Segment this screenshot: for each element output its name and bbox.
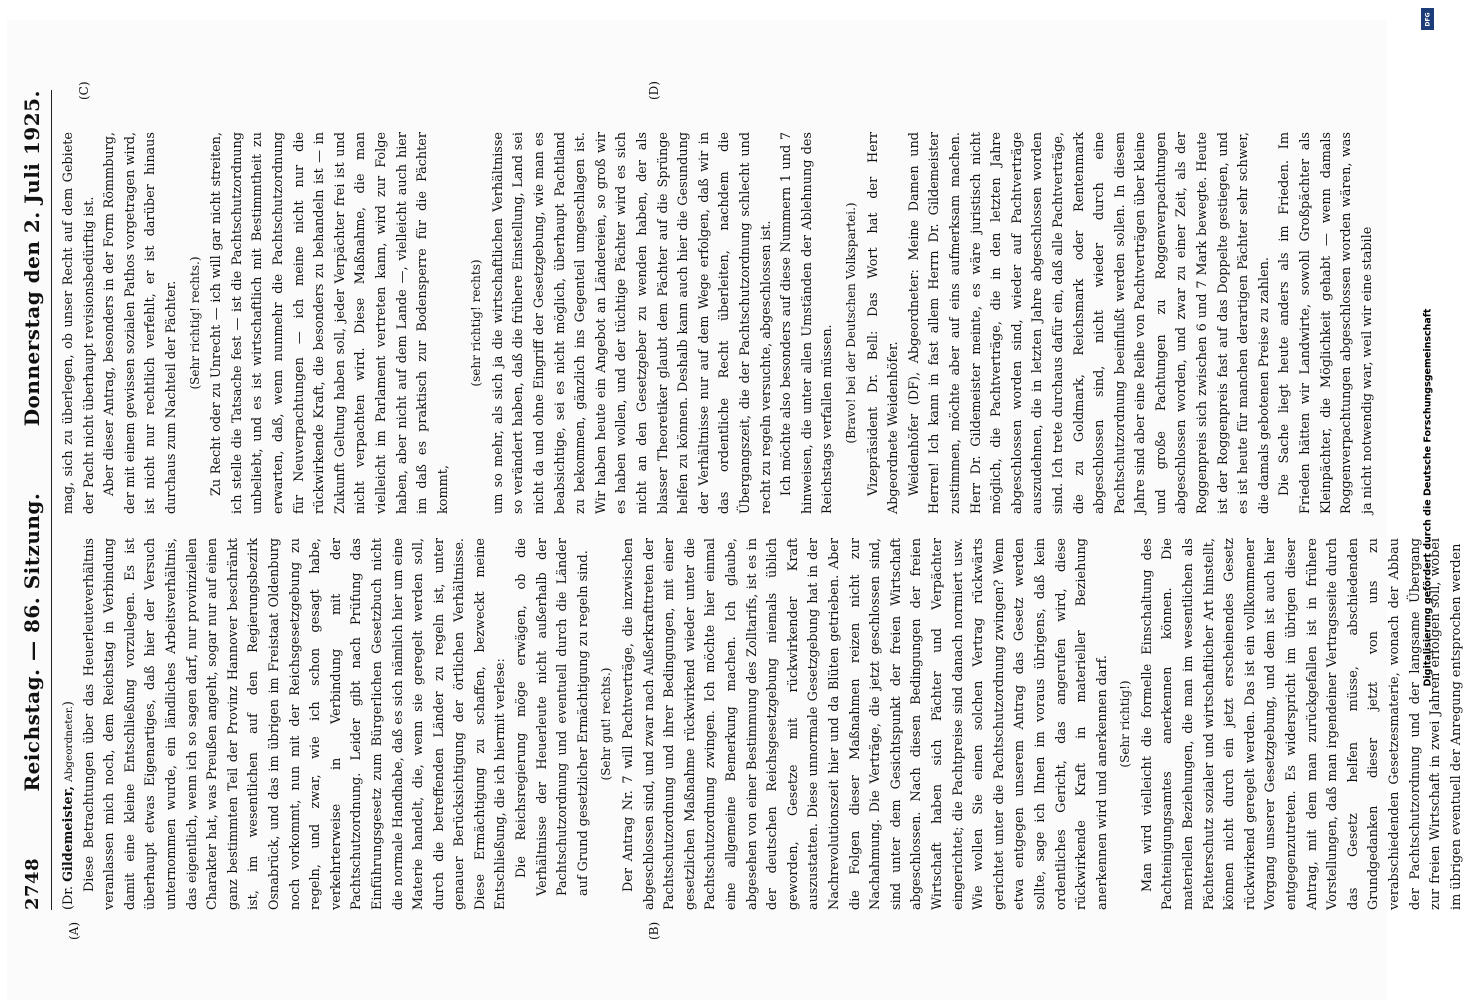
margin-mark-d: (D) (647, 81, 661, 100)
reaction: (Sehr richtig!) (1118, 680, 1133, 768)
speaker-name: Gildemeister, (61, 786, 76, 882)
reaction: (Bravo! bei der Deutschen Volkspartei.) (843, 202, 858, 444)
section-gap (454, 132, 464, 514)
resolution-quote: Die Reichsregierung möge erwägen, ob die Verhältnisse der Heuerleute nicht außerhalb der Pachtschutzordnung und eventuell durch die Länder auf Grund gesetzlicher Ermächtigung zu regeln sind. (514, 538, 591, 896)
paragraph: mag, sich zu überlegen, ob unser Recht auf dem Gebiete der Pacht nicht überhaupt revisionsbedürftig ist. (61, 132, 97, 514)
reaction: (Sehr richtig! rechts.) (187, 256, 202, 390)
digitization-credit-sidebar (1420, 8, 1436, 992)
paragraph: Weidenhöfer (DF), Abgeordneter: Meine Damen und Herren! Ich kann in fast allem Herrn Dr. Gildemeister zustimmen, möchte aber auf eins aufmerksam machen. Herr Dr. Gildemeister meinte, es wäre juristisch nicht möglich, die Pachtverträge, die in den letzten Jahre abgeschlossen worden sind, wieder auf Pachtverträge auszudehnen, die in letzten Jahre abgeschlossen worden sind. Ich trete durchaus dafür ein, daß alle Pachtverträge, die zu Goldmark, Reichsmark oder Rentenmark abgeschlossen sind, nicht wieder durch eine Pachtschutzordnung beeinflußt werden sollen. In diesem Jahre sind aber eine Reihe von Pachtverträgen über kleine und große Pachtungen zu Roggenverpachtungen abgeschlossen worden, und zwar zu einer Zeit, als der Roggenpreis sich zwischen 6 und 7 Mark bewegte. Heute ist der Roggenpreis fast auf das Doppelte gestiegen, und es ist heute für manchen derartigen Pächter sehr schwer, die damals gebotenen Preise zu zahlen. (906, 132, 1272, 514)
speaker-role: Abgeordneter. (63, 706, 75, 782)
paragraph: Man wird vielleicht die formelle Einschaltung des Pachteinigungsamtes anerkennen können. Die materiellen Beziehungen, die man im wesentlichen als Pächterschutz sozialer und wirtschaftlicher Art hinstellt, können nicht durch ein jetzt erscheinendes Gesetz rückwirkend geregelt werden. Das ist ein vollkommener Vorgang unserer Gesetzgebung, und dem ist auch hier entgegenzutreten. Es widerspricht im übrigen dieser Antrag, mit dem man zurückgefallen ist in frühere Vorstellungen, daß man irgendeiner Vertragsseite durch das Gesetz helfen müsse, abschiedenden Grundgedanken dieser jetzt von uns zu verabschiedenden Gesetzesmaterie, wonach der Abbau der Pachtschutzordnung und der langsame Übergang zur freien Wirtschaft in zwei Jahren erfolgen soll, wobei im übrigen eventuell der Anregung entsprochen werden (1139, 538, 1464, 910)
reaction: (sehr richtig! rechts) (469, 259, 484, 387)
dfg-logo (1421, 8, 1434, 30)
dfg-logo-text: DFG (1424, 11, 1432, 27)
margin-mark-a: (A) (67, 921, 81, 940)
reaction: (Sehr gut! rechts.) (599, 667, 614, 781)
right-column (59, 132, 1373, 514)
left-column (59, 538, 1464, 910)
paragraph: um so mehr, als sich ja die wirtschaftlichen Verhältnisse so verändert haben, daß die frühere Einstellung, Land sei nicht da und ohne Eingriff der Gesetzgebung, wie man es beabsichtige, sei es nicht möglich, überhaupt Pachtland zu bekommen, gänzlich ins Gegenteil umgeschlagen ist. Wir haben heute ein Angebot an Ländereien, so groß wir es haben wollen, und der tüchtige Pächter wird es sich nicht an den Gesetzgeber zu wenden haben, der als blasser Theoretiker glaubt dem Pächter auf die Sprünge helfen zu können. Deshalb kann auch hier die Gesundung der Verhältnisse nur auf dem Wege erfolgen, daß wir in das ordentliche Recht überleiten, nachdem die Übergangszeit, die der Pachtschutzordnung schlecht und recht zu regeln versuchte, abgeschlossen ist. (490, 132, 774, 514)
paragraph: Zu Recht oder zu Unrecht — ich will gar nicht streiten, ich stelle die Tatsache fest — ist die Pachtschutzordnung unbeliebt, und es ist wirtschaftlich mit Bestimmtheit zu erwarten, daß, wenn nunmehr die Pachtschutzordnung für Neuverpachtungen — ich meine nicht nur die rückwirkende Kraft, die besonders zu behandeln ist — in Zukunft Geltung haben soll, jeder Verpächter frei ist und nicht verpachten wird. Diese Maßnahme, die man vielleicht im Parlament vertreten kann, wird zur Folge haben, aber nicht auf dem Lande —, vielleicht auch hier im daß es praktisch zur Bodensperre für die Pächter kommt, (209, 132, 451, 514)
margin-mark-b: (B) (647, 921, 661, 940)
paragraph: Aber dieser Antrag, besonders in der Form Römmburg, der mit einem gewissen sozialen Pathos vorgetragen wird, ist nicht nur rechtlich verfehlt, er ist darüber hinaus durchaus zum Nachteil der Pächter. (102, 132, 179, 514)
paragraph: Die Sache liegt heute anders als im Frieden. Im Frieden hätten wir Landwirte, sowohl Großpächter als Kleinpächter, die Möglichkeit gehabt — wenn damals Roggenverpachtungen abgeschlossen worden wären, was ja nicht notwendig war, weil wir eine stabile (1277, 132, 1375, 514)
speaker-reference: (Dr. Gildemeister, Abgeordneter.) (61, 701, 76, 910)
page-number: 2748 (21, 857, 43, 910)
margin-mark-c: (C) (77, 81, 91, 100)
digitization-credit: Digitalisierung gefördert durch die Deutsche Forschungsgemeinschaft (1422, 308, 1434, 687)
paragraph: Ich möchte also besonders auf diese Nummern 1 und 7 hinweisen, die unter allen Umständen der Ablehnung des Reichstags verfallen müssen. (779, 132, 836, 514)
header-title: Reichstag. — 86. Sitzung. (20, 492, 44, 792)
speaker-announcement: Vizepräsident Dr. Bell: Das Wort hat der Herr Abgeordnete Weidenhöfer. (865, 132, 902, 514)
page-header (17, 90, 47, 910)
header-date: Donnerstag den 2. Juli 1925. (20, 90, 44, 427)
header-rule (51, 90, 52, 910)
paragraph: Diese Betrachtungen über das Heuerleuteverhältnis veranlassen mich noch, dem Reichstag in Verbindung damit eine kleine Entschließung vorzulegen. Es ist überhaupt etwas Eigenartiges, daß hier der Versuch unternommen wurde, ein ländliches Arbeitsverhältnis, das eigentlich, wenn ich so sagen darf, nur provinziellen Charakter hat, was Preußen angeht, sogar nur auf einen ganz bestimmten Teil der Provinz Hannover beschränkt ist, im wesentlichen auf den Regierungsbezirk Osnabrück, und das im übrigen im Freistaat Oldenburg noch vorkommt, nun mit der Reichsgesetzgebung zu regeln, und zwar, wie ich schon gesagt habe, verkehrterweise in Verbindung mit der Pachtschutzordnung. Leider gibt nach Prüfung das Einführungsgesetz zum Bürgerlichen Gesetzbuch nicht die normale Handhabe, daß es sich nämlich hier um eine Materie handelt, die, wenn sie geregelt werden soll, durch die betreffenden Länder zu regeln ist, unter genauer Berücksichtigung der örtlichen Verhältnisse. Diese Ermächtigung zu schaffen, bezweckt meine Entschließung, die ich hiermit verlese: (81, 538, 509, 910)
paragraph: Der Antrag Nr. 7 will Pachtverträge, die inzwischen abgeschlossen sind, und zwar nach Außerkrafttreten der Pachtschutzordnung und ihrer Bedingungen, mit einer gesetzlichen Maßnahme rückwirkend wieder unter die Pachtschutzordnung zwingen. Ich möchte hier einmal eine allgemeine Bemerkung machen. Ich glaube, abgesehen von einer Bestimmung des Zolltarifs, ist es in der deutschen Reichsgesetzgebung niemals üblich geworden, Gesetze mit rückwirkender Kraft auszustatten. Diese unnormale Gesetzgebung hat in der Nachrevolutionszeit hier und da Blüten getrieben. Aber die Folgen dieser Maßnahmen reizen nicht zur Nachahmung. Die Verträge, die jetzt geschlossen sind, sind unter dem Gesichtspunkt der freien Wirtschaft abgeschlossen. Nach diesen Bedingungen der freien Wirtschaft haben sich Pächter und Verpächter eingerichtet; die Pachtpreise sind danach normiert usw. Wie wollen Sie einen solchen Vertrag rückwärts gerichtet unter die Pachtschutzordnung zwingen? Wenn etwa entgegen unserem Antrag das Gesetz werden sollte, sage ich Ihnen im voraus übrigens, daß kein ordentliches Gericht, das angerufen wird, diese rückwirkende Kraft in materieller Beziehung anerkennen wird und anerkennen darf. (621, 538, 1110, 910)
